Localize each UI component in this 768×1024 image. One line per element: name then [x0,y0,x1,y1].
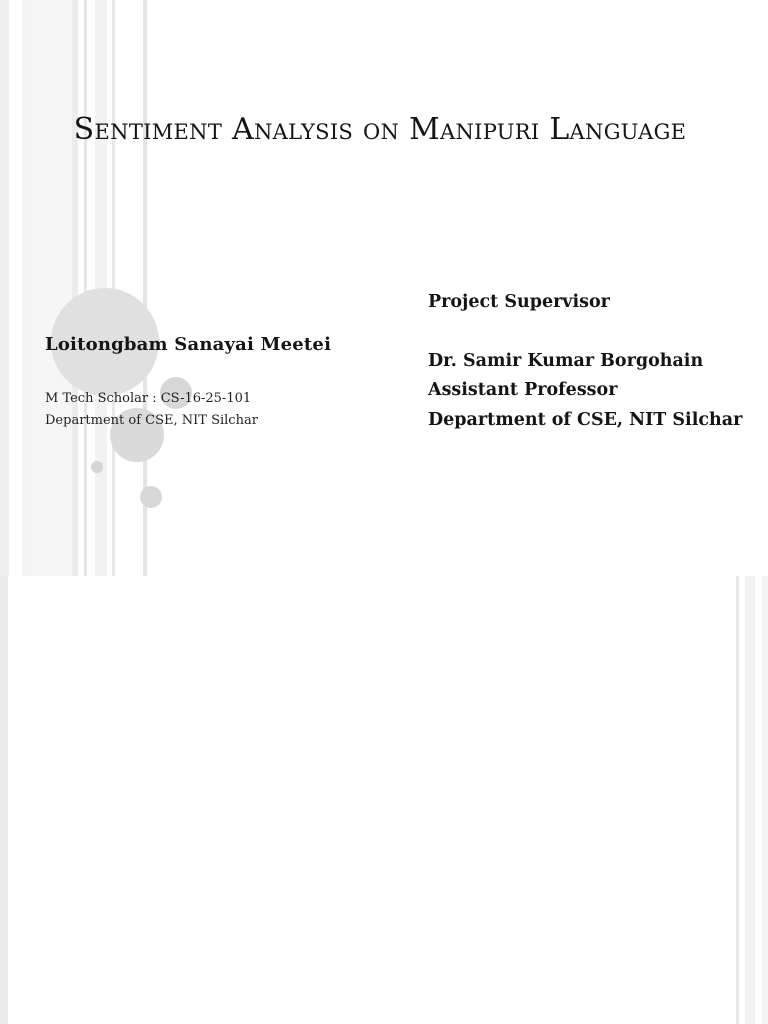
decor-stripe [72,0,78,576]
decor-stripe [745,576,755,1024]
decor-stripe [32,0,72,576]
decor-stripe [84,0,87,576]
author-role: M Tech Scholar : CS-16-25-101 [45,391,252,406]
supervisor-department: Department of CSE, NIT Silchar [428,410,743,430]
decor-stripe [736,576,739,1024]
supervisor-designation: Assistant Professor [428,380,618,400]
author-name: Loitongbam Sanayai Meetei [45,334,332,355]
supervisor-heading: Project Supervisor [428,292,610,312]
author-department: Department of CSE, NIT Silchar [45,413,258,428]
supervisor-name: Dr. Samir Kumar Borgohain [428,351,704,371]
decor-stripe [762,576,768,1024]
blank-slide [0,576,768,1024]
decor-stripe [0,576,8,1024]
decor-stripe [22,0,32,576]
slide-title: Sentiment Analysis on Manipuri Language [73,112,687,147]
decor-circle [91,461,103,473]
decor-circle [140,486,162,508]
decor-stripe [0,0,9,576]
